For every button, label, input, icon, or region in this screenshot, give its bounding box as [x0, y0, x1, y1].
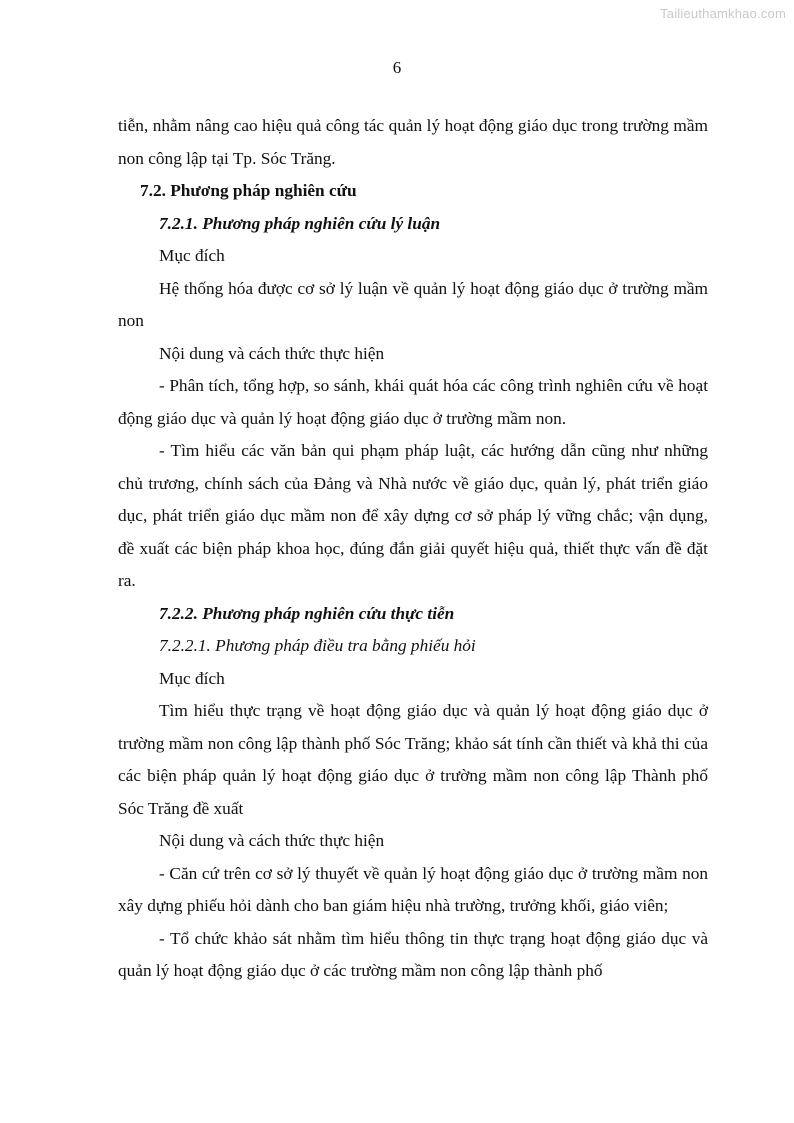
bullet-survey: - Tổ chức khảo sát nhằm tìm hiểu thông tin thực trạng hoạt động giáo dục và quản lý hoạt động giáo dục ở các trường mầm non công lập thành phố [118, 928, 708, 980]
label-muc-dich: Mục đích [159, 246, 225, 265]
page-number: 6 [392, 58, 402, 77]
watermark: Tailieuthamkhao.com [660, 6, 786, 21]
paragraph-purpose: Hệ thống hóa được cơ sở lý luận về quản lý hoạt động giáo dục ở trường mầm non [118, 278, 708, 330]
section-heading-7-2-1: 7.2.1. Phương pháp nghiên cứu lý luận [159, 213, 441, 233]
paragraph-purpose-2: Tìm hiểu thực trạng về hoạt động giáo dục và quản lý hoạt động giáo dục ở trường mầm non công lập thành phố Sóc Trăng; khảo sát tính cần thiết và khả thi của các biện pháp quản lý hoạt động giáo dục ở trường mầm non công lập Thành phố Sóc Trăng đề xuất [118, 701, 708, 818]
bullet-questionnaire: - Căn cứ trên cơ sở lý thuyết về quản lý hoạt động giáo dục ở trường mầm non xây dựng phiếu hỏi dành cho ban giám hiệu nhà trường, trưởng khối, giáo viên; [118, 863, 708, 915]
section-heading-7-2: 7.2. Phương pháp nghiên cứu [140, 181, 357, 200]
paragraph-continuation: tiễn, nhằm nâng cao hiệu quả công tác quản lý hoạt động giáo dục trong trường mầm non công lập tại Tp. Sóc Trăng. [118, 116, 708, 168]
label-noi-dung: Nội dung và cách thức thực hiện [159, 343, 385, 363]
label-noi-dung-2: Nội dung và cách thức thực hiện [159, 831, 385, 850]
bullet-documents: - Tìm hiểu các văn bản qui phạm pháp luật, các hướng dẫn cũng như những chủ trương, chính sách của Đảng và Nhà nước về giáo dục, quản lý, phát triển giáo dục, phát triển giáo dục mầm non để xây dựng cơ sở pháp lý vững chắc; vận dụng, đề xuất các biện pháp khoa học, đúng đắn giải quyết hiệu quả, thiết thực vấn đề đặt ra. [118, 441, 708, 590]
bullet-analysis: - Phân tích, tổng hợp, so sánh, khái quát hóa các công trình nghiên cứu về hoạt động giáo dục và quản lý hoạt động giáo dục ở trường mầm non. [118, 376, 708, 428]
section-heading-7-2-2: 7.2.2. Phương pháp nghiên cứu thực tiễn [159, 603, 455, 623]
section-heading-7-2-2-1: 7.2.2.1. Phương pháp điều tra bằng phiếu hỏi [159, 636, 476, 655]
document-body [118, 110, 708, 988]
label-muc-dich-2: Mục đích [159, 668, 225, 688]
